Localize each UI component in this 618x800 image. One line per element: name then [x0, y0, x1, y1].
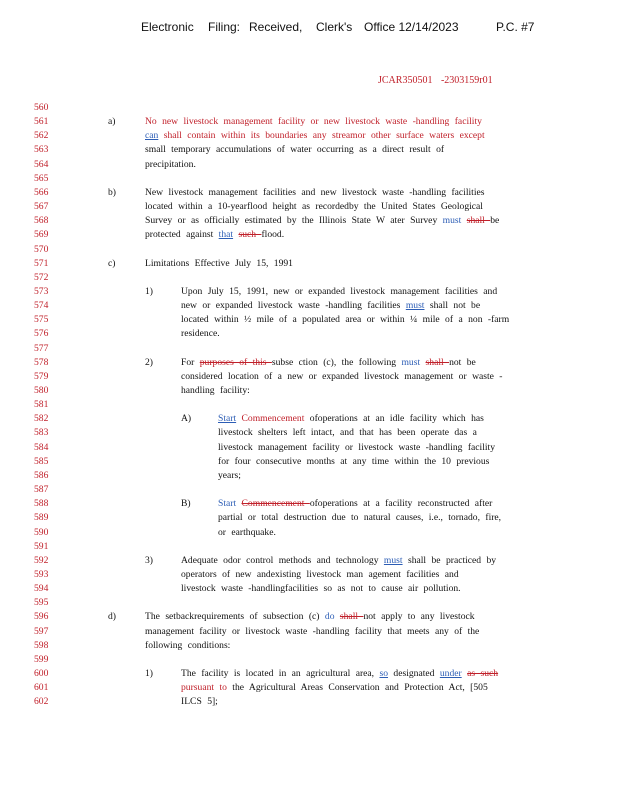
line-number: 580 — [34, 385, 49, 396]
line-number: 577 — [34, 342, 49, 354]
line-number: 596 — [34, 611, 49, 623]
text-line — [218, 469, 241, 483]
text-run: No new livestock management facility or new livestock waste -handling facility — [145, 116, 482, 128]
section-label: 1) — [145, 285, 153, 297]
text-run: Start — [218, 498, 237, 510]
line-number: 597 — [34, 625, 49, 637]
inserted-text: so — [379, 668, 389, 679]
line-number: 569 — [34, 229, 49, 241]
inserted-text: Start — [218, 413, 237, 425]
line-number: 601 — [34, 682, 49, 694]
text-run: New livestock management facilities and new livestock waste -handling facilities — [145, 186, 485, 198]
text-run: The facility is located in an agricultural area, — [181, 668, 380, 679]
text-run: shall be practiced by — [402, 554, 497, 566]
line-number: 572 — [34, 271, 49, 283]
text-line — [181, 370, 503, 384]
line-number: 585 — [34, 455, 49, 467]
line-number: 574 — [34, 300, 49, 312]
text-run: considered location of a new or expanded livestock management or waste - — [181, 370, 503, 382]
line-number: 594 — [34, 583, 49, 595]
inserted-text: must — [405, 300, 425, 312]
header-office-date: Office 12/14/2023 — [364, 20, 459, 34]
text-line — [218, 497, 492, 511]
text-run: following conditions: — [145, 639, 231, 651]
text-line — [218, 455, 489, 469]
section-label: 3) — [145, 554, 153, 566]
text-run: livestock management facility or livestock waste -handling facility — [218, 441, 496, 453]
line-number: 582 — [34, 413, 49, 425]
text-run: shall contain within its boundaries any streamor other surface waters except — [158, 130, 485, 142]
text-line — [145, 115, 482, 129]
line-number: 579 — [34, 370, 49, 382]
header-pc: P.C. #7 — [496, 20, 535, 34]
document-id: JCAR350501 -2303159r01 — [378, 75, 493, 86]
text-line — [181, 568, 459, 582]
line-number: 584 — [34, 441, 49, 453]
deleted-text: shall — [339, 611, 364, 623]
text-run: partial or total destruction due to natural causes, i.e., tornado, fire, — [218, 512, 502, 524]
text-run: livestock waste -handlingfacilities so as not to cause air pollution. — [181, 583, 461, 595]
text-run: management facility or livestock waste -handling facility that meets any of the — [145, 625, 480, 637]
text-line — [181, 356, 476, 370]
inserted-text: can — [145, 130, 159, 142]
text-run: Upon July 15, 1991, new or expanded livestock management facilities and — [181, 285, 498, 297]
line-number: 571 — [34, 257, 49, 269]
deleted-text: shall — [425, 356, 450, 368]
text-run: years; — [218, 469, 241, 481]
text-run: Commencement — [236, 413, 305, 425]
line-number: 567 — [34, 201, 49, 213]
text-run: pursuant to — [181, 682, 227, 694]
text-run: Survey or as officially estimated by the Illinois State W ater Survey — [145, 215, 443, 227]
text-line — [181, 327, 220, 341]
header-clerks: Clerk's — [316, 20, 353, 34]
section-label: 2) — [145, 356, 153, 368]
line-number: 592 — [34, 554, 49, 566]
line-number: 588 — [34, 498, 49, 510]
text-run: must — [401, 356, 421, 368]
line-number: 560 — [34, 102, 49, 113]
text-line — [181, 313, 509, 327]
line-number: 570 — [34, 243, 49, 255]
text-run: must — [442, 215, 462, 227]
text-line — [181, 681, 488, 695]
text-run: not apply to any livestock — [363, 611, 475, 623]
text-run: ILCS 5]; — [181, 696, 218, 708]
text-run: located within ½ mile of a populated area or within ¼ mile of a non -farm — [181, 314, 510, 326]
line-number: 593 — [34, 568, 49, 580]
text-line — [145, 257, 293, 271]
deleted-text: such — [238, 229, 262, 241]
deleted-text: Commencement — [241, 498, 310, 510]
text-line — [181, 695, 218, 709]
deleted-text: purposes of this — [199, 356, 272, 368]
inserted-text: that — [218, 229, 234, 241]
text-line — [145, 186, 485, 200]
text-line — [145, 625, 479, 639]
text-line — [145, 129, 485, 143]
text-run: flood. — [261, 229, 285, 241]
text-run: Limitations Effective July 15, 1991 — [145, 257, 293, 269]
line-number: 566 — [34, 186, 49, 198]
text-line — [181, 554, 496, 568]
text-run: Adequate odor control methods and technology — [181, 554, 384, 566]
line-number: 576 — [34, 328, 49, 340]
inserted-text: under — [439, 668, 462, 679]
inserted-text: must — [383, 554, 403, 566]
line-number: 578 — [34, 356, 49, 368]
section-label: a) — [108, 116, 116, 128]
line-number: 565 — [34, 172, 49, 184]
text-run: ofoperations at an idle facility which has — [304, 413, 484, 425]
text-run: ofoperations at a facility reconstructed after — [309, 498, 493, 510]
text-run: small temporary accumulations of water occurring as a direct result of — [145, 144, 445, 156]
text-run: operators of new andexisting livestock man agement facilities and — [181, 568, 459, 580]
text-line — [145, 214, 499, 228]
line-number: 599 — [34, 653, 49, 665]
text-run: subse ction (c), the following — [271, 356, 402, 368]
header-received: Received, — [249, 20, 303, 34]
section-label: c) — [108, 257, 116, 269]
line-number: 583 — [34, 427, 49, 439]
line-number: 598 — [34, 639, 49, 651]
text-run: shall not be — [424, 300, 481, 312]
text-run: do — [324, 611, 335, 623]
line-number: 587 — [34, 484, 49, 496]
line-number: 589 — [34, 512, 49, 524]
line-number: 561 — [34, 116, 49, 128]
line-number: 564 — [34, 158, 49, 170]
deleted-text: shall — [466, 215, 491, 227]
line-number: 562 — [34, 130, 49, 142]
text-run: residence. — [181, 328, 220, 340]
text-line — [218, 412, 484, 426]
text-line — [145, 200, 483, 214]
line-number: 591 — [34, 540, 49, 552]
text-line — [145, 639, 230, 653]
text-line — [145, 158, 196, 172]
line-number: 568 — [34, 215, 49, 227]
section-label: 1) — [145, 668, 153, 679]
text-line — [218, 526, 276, 540]
text-run: The setbackrequirements of subsection (c) — [145, 611, 325, 623]
text-line — [181, 384, 250, 398]
section-label: B) — [181, 498, 191, 510]
text-run: For — [181, 356, 200, 368]
line-number: 602 — [34, 696, 49, 708]
deleted-text: as such — [467, 668, 499, 679]
line-number: 586 — [34, 469, 49, 481]
section-label: b) — [108, 186, 116, 198]
section-label: d) — [108, 611, 116, 623]
text-line — [181, 582, 461, 596]
text-run: precipitation. — [145, 158, 196, 170]
text-run: designated — [388, 668, 440, 679]
text-run: not be — [449, 356, 476, 368]
text-line — [181, 285, 497, 299]
line-number: 575 — [34, 314, 49, 326]
line-number: 573 — [34, 285, 49, 297]
section-label: A) — [181, 413, 192, 425]
line-number: 581 — [34, 399, 49, 411]
text-run: for four consecutive months at any time within the 10 previous — [218, 455, 490, 467]
line-number: 563 — [34, 144, 49, 156]
text-run: be — [490, 215, 500, 227]
text-run: located within a 10-yearflood height as recordedby the United States Geological — [145, 201, 483, 213]
text-run: handling facility: — [181, 385, 250, 396]
line-number: 600 — [34, 668, 49, 679]
text-line — [218, 426, 477, 440]
text-line — [181, 667, 498, 681]
header-electronic: Electronic — [141, 20, 194, 34]
text-run: protected against — [145, 229, 219, 241]
text-line — [145, 610, 475, 624]
text-line — [145, 228, 284, 242]
text-line — [218, 511, 501, 525]
text-run: new or expanded livestock waste -handling facilities — [181, 300, 406, 312]
header-filing: Filing: — [208, 20, 241, 34]
line-number: 595 — [34, 597, 49, 609]
text-line — [218, 441, 495, 455]
line-number: 590 — [34, 526, 49, 538]
text-line — [145, 143, 444, 157]
text-run: livestock shelters left intact, and that has been operate das a — [218, 427, 477, 439]
text-line — [181, 299, 480, 313]
text-run: the Agricultural Areas Conservation and Protection Act, [505 — [226, 682, 488, 694]
text-run: or earthquake. — [218, 526, 276, 538]
